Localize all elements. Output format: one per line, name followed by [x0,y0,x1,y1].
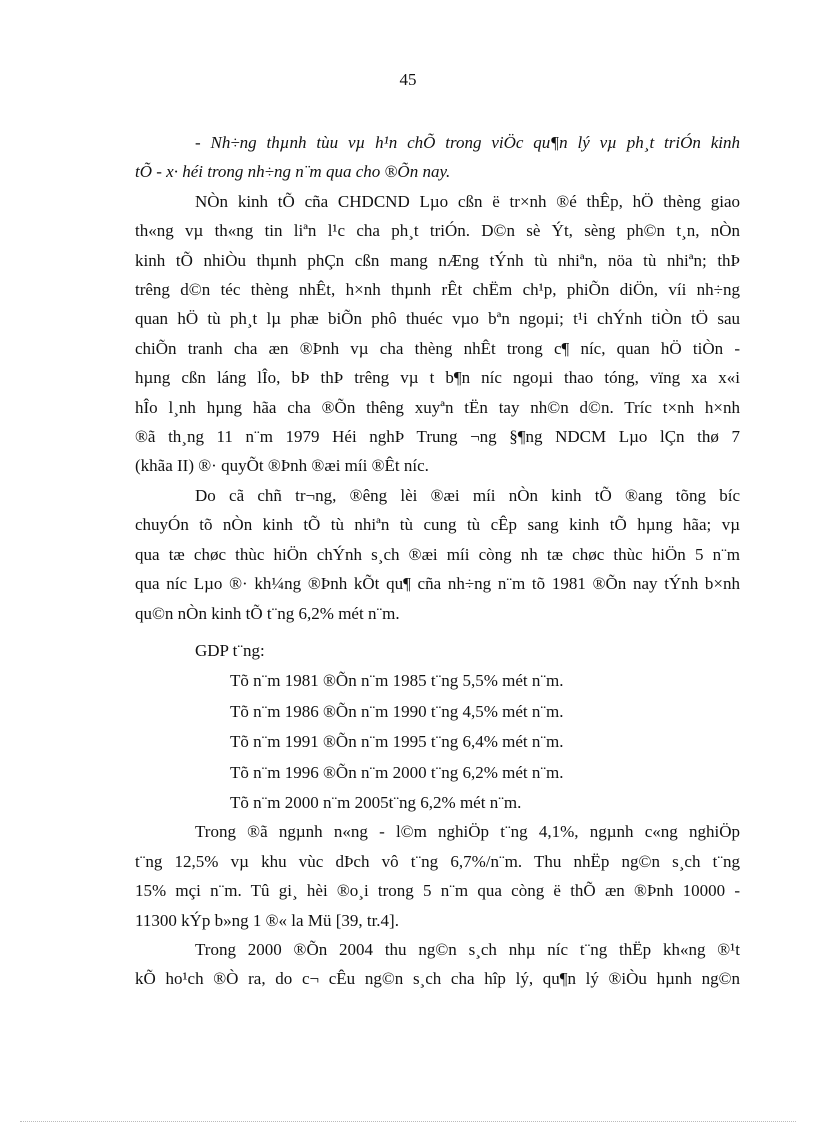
text-line: Do cã chñ tr¬ng, ®êng lèi ®æi míi nÒn kinh tÕ ®ang tõng bíc [195,485,740,505]
paragraph-4 [135,817,740,935]
paragraph-5 [135,935,740,994]
footer-rule [20,1121,796,1122]
gdp-item: Tõ n¨m 1981 ®Õn n¨m 1985 t¨ng 5,5% mét n¨m. [230,671,564,691]
text-line: quan hÖ tù ph¸t lµ phæ biÕn phô thuéc vµo bªn ngoµi; t¹i chÝnh tiÒn tÖ sau [135,309,740,329]
text-line: th«ng vµ th«ng tin liªn l¹c cha ph¸t triÓn. D©n sè Ýt, sèng ph©n t¸n, nÒn [135,221,740,241]
paragraph-3 [135,481,740,628]
gdp-item: Tõ n¨m 2000 n¨m 2005t¨ng 6,2% mét n¨m. [230,792,522,812]
text-line: qua níc Lµo ®· kh¼ng ®Þnh kÕt qu¶ cña nh÷ng n¨m tõ 1981 ®Õn nay tÝnh b×nh [135,574,740,594]
text-line: Trong ®ã ngµnh n«ng - l©m nghiÖp t¨ng 4,1%, ngµnh c«ng nghiÖp [195,822,740,842]
text-line: qu©n nÒn kinh tÕ t¨ng 6,2% mét n¨m. [135,603,400,623]
page-number: 45 [399,70,417,89]
paragraph-2 [135,187,740,481]
text-line: kinh tÕ nhiÒu thµnh phÇn cßn mang nÆng tÝnh tù nhiªn, nöa tù nhiªn; thÞ [135,250,740,270]
gdp-item: Tõ n¨m 1986 ®Õn n¨m 1990 t¨ng 4,5% mét n¨m. [230,701,564,721]
text-line: NÒn kinh tÕ cña CHDCND Lµo cßn ë tr×nh ®é thÊp, hÖ thèng giao [195,191,740,211]
text-line: 15% mçi n¨m. Tû gi¸ hèi ®o¸i trong 5 n¨m qua còng ë thÕ æn ®Þnh 10000 - [135,881,740,901]
text-line: trêng d©n téc thèng nhÊt, h×nh thµnh rÊt chËm ch¹p, phiÕn diÖn, víi nh÷ng [135,280,740,300]
gdp-list [135,636,740,817]
text-line: (khãa II) ®· quyÕt ®Þnh ®æi míi ®Êt níc. [135,456,429,476]
text-line: - Nh÷ng thµnh tùu vµ h¹n chÕ trong viÖc qu¶n lý vµ ph¸t triÓn kinh [195,133,740,152]
text-line: qua tæ chøc thùc hiÖn chÝnh s¸ch ®æi míi còng nh tæ chøc thùc hiÖn 5 n¨m [135,544,740,564]
paragraph-1 [135,128,740,187]
gdp-heading: GDP t¨ng: [195,640,265,660]
text-line: t¨ng 12,5% vµ khu vùc dÞch vô t¨ng 6,7%/n¨m. Thu nhËp ng©n s¸ch t¨ng [135,851,740,871]
gdp-item: Tõ n¨m 1991 ®Õn n¨m 1995 t¨ng 6,4% mét n¨m. [230,732,564,752]
text-line: Trong 2000 ®Õn 2004 thu ng©n s¸ch nhµ níc t¨ng thËp kh«ng ®¹t [195,939,740,959]
text-line: hµng cßn láng lÎo, bÞ thÞ trêng vµ t b¶n níc ngoµi thao tóng, vïng xa x«i [135,368,740,388]
text-line: 11300 kÝp b»ng 1 ®« la Mü [39, tr.4]. [135,910,399,930]
text-line: kÕ ho¹ch ®Ò ra, do c¬ cÊu ng©n s¸ch cha hîp lý, qu¶n lý ®iÒu hµnh ng©n [135,969,740,989]
text-line: tÕ - x· héi trong nh÷ng n¨m qua cho ®Õn nay. [135,162,451,182]
body-text [135,128,740,994]
text-line: ®ã th¸ng 11 n¨m 1979 Héi nghÞ Trung ¬ng §¶ng NDCM Lµo lÇn thø 7 [135,427,740,447]
text-line: chuyÓn tõ nÒn kinh tÕ tù nhiªn tù cung tù cÊp sang kinh tÕ hµng hãa; vµ [135,515,740,535]
text-line: chiÕn tranh cha æn ®Þnh vµ cha thèng nhÊt trong c¶ níc, quan hÖ tiÒn - [135,338,740,358]
gdp-item: Tõ n¨m 1996 ®Õn n¨m 2000 t¨ng 6,2% mét n¨m. [230,762,564,782]
text-line: hÎo l¸nh hµng hãa cha ®Õn thêng xuyªn tËn tay nh©n d©n. Tríc t×nh h×nh [135,397,740,417]
